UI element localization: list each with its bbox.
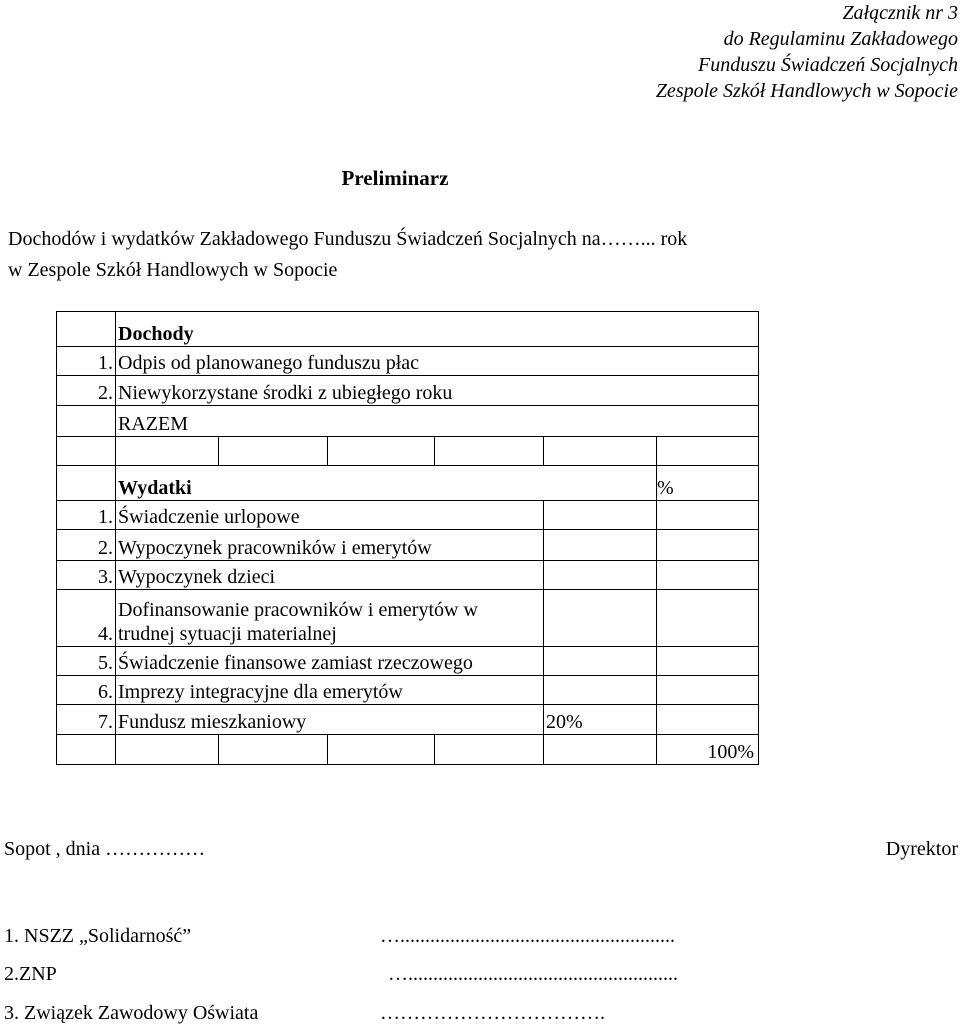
expense-item-label: Wypoczynek pracowników i emerytów	[116, 530, 544, 561]
income-item-label: Odpis od planowanego funduszu płac	[116, 347, 759, 376]
table-row	[57, 347, 759, 376]
expense-item-num: 7.	[57, 705, 116, 735]
expense-item-percent	[544, 676, 657, 705]
table-row	[57, 501, 759, 530]
expense-item-num: 4.	[57, 590, 116, 647]
attachment-fund: Funduszu Świadczeń Socjalnych	[698, 54, 958, 76]
table-row	[57, 590, 759, 647]
income-item-num: 1.	[57, 347, 116, 376]
expense-item-percent	[544, 530, 657, 561]
attachment-number: Załącznik nr 3	[842, 2, 958, 24]
expense-item-num: 2.	[57, 530, 116, 561]
expense-item-label: Wypoczynek dzieci	[116, 561, 544, 590]
attachment-school: Zespole Szkół Handlowych w Sopocie	[655, 80, 958, 102]
expense-item-label: Świadczenie finansowe zamiast rzeczowego	[116, 647, 544, 676]
budget-table	[56, 311, 759, 765]
table-row	[57, 676, 759, 705]
expense-item-percent	[544, 590, 657, 647]
signatory-1-label: 1. NSZZ „Solidarność”	[4, 925, 192, 947]
director-label: Dyrektor	[885, 838, 958, 860]
place-date: Sopot , dnia ……………	[4, 838, 206, 860]
intro-line-1: Dochodów i wydatków Zakładowego Funduszu Świadczeń Socjalnych na……... rok	[8, 228, 688, 250]
signatory-3-line: …………………………….	[380, 1002, 605, 1024]
spacer-row	[57, 437, 759, 466]
expense-item-label: Fundusz mieszkaniowy	[116, 705, 544, 735]
table-row	[57, 705, 759, 735]
income-total-row	[57, 406, 759, 437]
expense-item-percent	[544, 561, 657, 590]
expenses-heading-row	[57, 466, 759, 501]
income-heading-row	[57, 312, 759, 347]
expense-item-label-line1: Dofinansowanie pracowników i emerytów w	[118, 599, 478, 621]
table-row	[57, 561, 759, 590]
expense-item-label	[116, 590, 544, 647]
signatory-1-line: ….......................................................	[380, 925, 675, 947]
attachment-regulation: do Regulaminu Zakładowego	[723, 28, 958, 50]
expenses-total-row	[57, 735, 759, 765]
intro-line-2: w Zespole Szkół Handlowych w Sopocie	[8, 259, 338, 281]
table-row	[57, 530, 759, 561]
expenses-total-percent: 100%	[657, 735, 759, 765]
expense-item-label: Imprezy integracyjne dla emerytów	[116, 676, 544, 705]
page-title: Preliminarz	[341, 166, 449, 190]
expense-item-num: 6.	[57, 676, 116, 705]
table-row	[57, 647, 759, 676]
signatory-2-line: …......................................................	[388, 963, 678, 985]
signatory-3-label: 3. Związek Zawodowy Oświata	[4, 1002, 259, 1024]
expense-item-percent: 20%	[544, 705, 657, 735]
income-item-label: Niewykorzystane środki z ubiegłego roku	[116, 376, 759, 406]
expense-item-label-line2: trudnej sytuacji materialnej	[118, 623, 337, 645]
expense-item-num: 3.	[57, 561, 116, 590]
income-item-num: 2.	[57, 376, 116, 406]
expense-item-num: 5.	[57, 647, 116, 676]
expense-item-num: 1.	[57, 501, 116, 530]
table-row	[57, 376, 759, 406]
expense-item-percent	[544, 501, 657, 530]
expense-item-label: Świadczenie urlopowe	[116, 501, 544, 530]
percent-header: %	[657, 466, 759, 501]
expense-item-percent	[544, 647, 657, 676]
income-total-label: RAZEM	[116, 406, 759, 437]
income-heading: Dochody	[116, 312, 759, 347]
signatory-2-label: 2.ZNP	[4, 963, 57, 985]
expenses-heading: Wydatki	[116, 466, 657, 501]
